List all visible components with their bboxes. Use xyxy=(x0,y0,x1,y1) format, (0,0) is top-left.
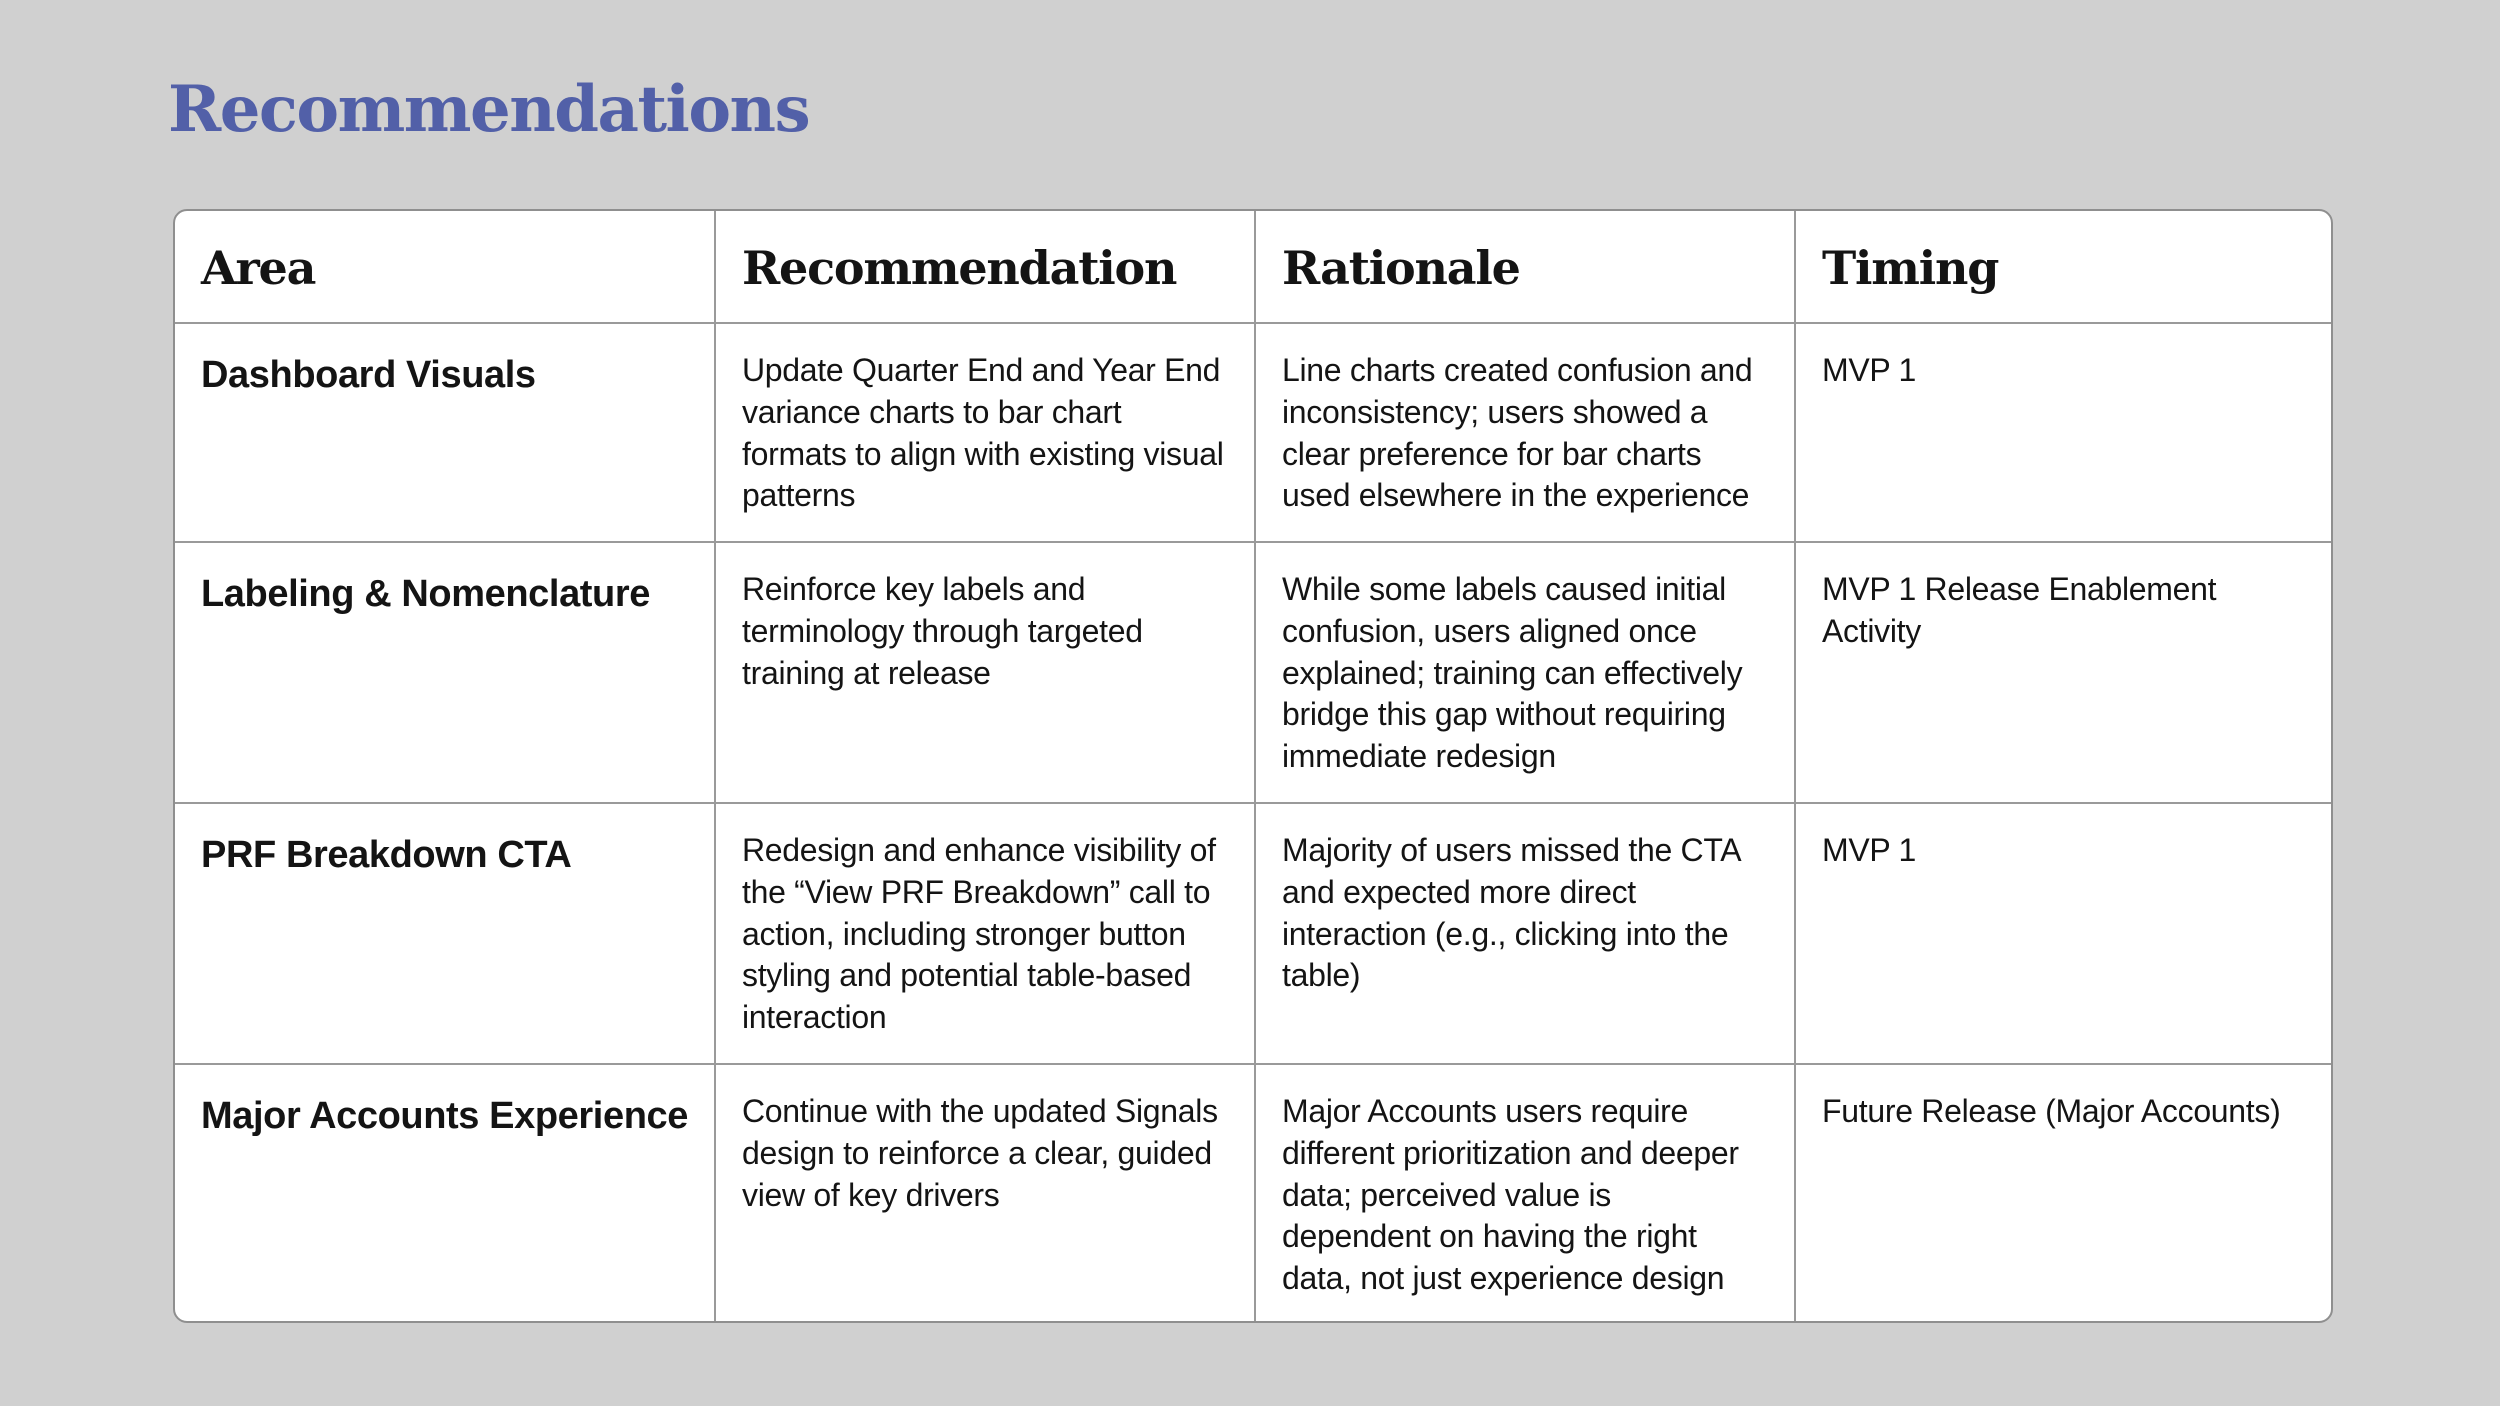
table-row xyxy=(175,542,2333,803)
rationale-cell: Major Accounts users require different prioritization and deeper data; perceived value is dependent on having the right data, not just experience design xyxy=(1255,1064,1795,1323)
timing-cell: MVP 1 xyxy=(1795,803,2333,1064)
table-row xyxy=(175,803,2333,1064)
rationale-cell: Majority of users missed the CTA and expected more direct interaction (e.g., clicking into the table) xyxy=(1255,803,1795,1064)
header-area: Area xyxy=(175,211,715,323)
rationale-cell: Line charts created confusion and inconsistency; users showed a clear preference for bar charts used elsewhere in the experience xyxy=(1255,323,1795,542)
table-header-row xyxy=(175,211,2333,323)
timing-cell: MVP 1 Release Enablement Activity xyxy=(1795,542,2333,803)
recommendations-table xyxy=(173,209,2333,1323)
area-cell: Dashboard Visuals xyxy=(175,323,715,542)
timing-cell: Future Release (Major Accounts) xyxy=(1822,1093,2281,1129)
recommendation-cell: Update Quarter End and Year End variance charts to bar chart formats to align with existing visual patterns xyxy=(715,323,1255,542)
header-rationale: Rationale xyxy=(1255,211,1795,323)
table-row xyxy=(175,1064,2333,1323)
header-timing: Timing xyxy=(1795,211,2333,323)
area-cell: Major Accounts Experience xyxy=(175,1064,715,1323)
rationale-cell: While some labels caused initial confusion, users aligned once explained; training can effectively bridge this gap without requiring immediate redesign xyxy=(1255,542,1795,803)
recommendation-cell: Reinforce key labels and terminology through targeted training at release xyxy=(715,542,1255,803)
recommendation-cell: Continue with the updated Signals design to reinforce a clear, guided view of key drivers xyxy=(715,1064,1255,1323)
table-row xyxy=(175,323,2333,542)
area-cell: Labeling & Nomenclature xyxy=(175,542,715,803)
area-cell: PRF Breakdown CTA xyxy=(175,803,715,1064)
header-recommendation: Recommendation xyxy=(715,211,1255,323)
timing-cell: MVP 1 xyxy=(1795,323,2333,542)
page-title: Recommendations xyxy=(168,72,810,147)
recommendation-cell: Redesign and enhance visibility of the “View PRF Breakdown” call to action, including stronger button styling and potential table-based interaction xyxy=(715,803,1255,1064)
